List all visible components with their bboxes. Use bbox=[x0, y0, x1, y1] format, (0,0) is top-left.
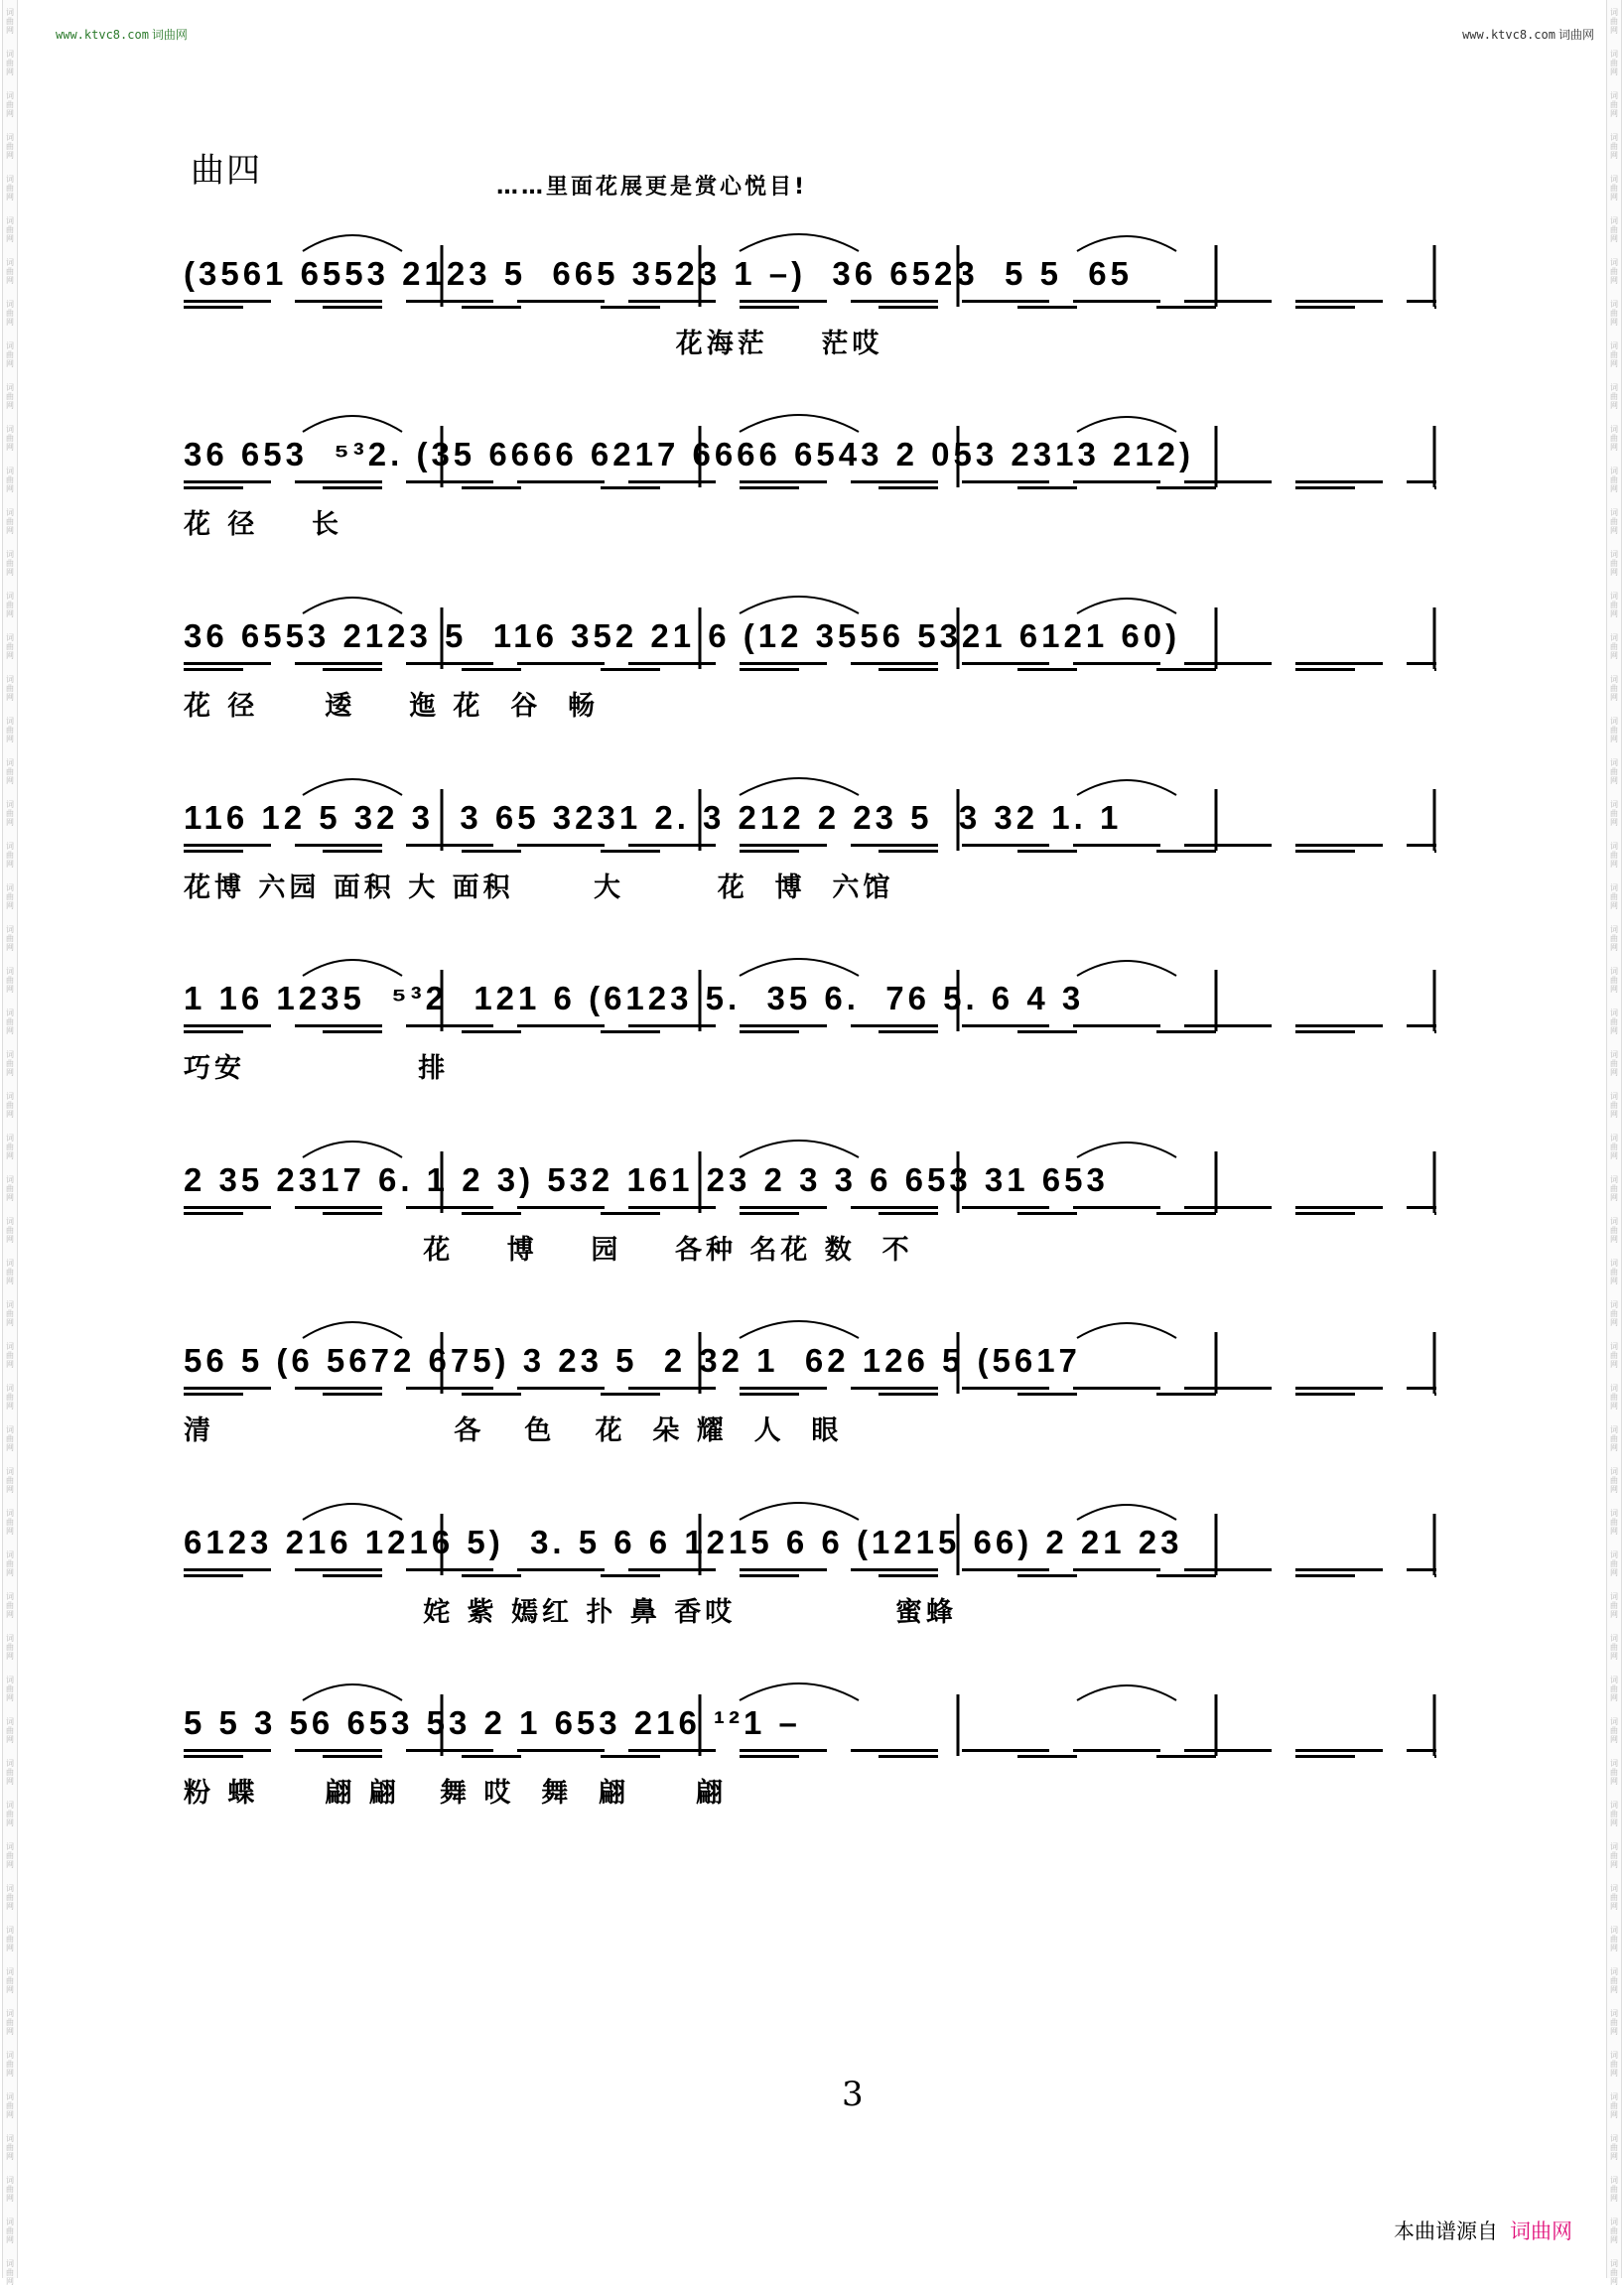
watermark-glyph: 词 曲 网 bbox=[1610, 1217, 1618, 1244]
jianpu-notes: (3561 6553 2123 5 665 3523 1 –) 36 6523 5 5 65 bbox=[184, 255, 1133, 292]
watermark-glyph: 词 曲 网 bbox=[1610, 800, 1618, 827]
jianpu-notes: 2 35 2317 6. 1 2 3) 532 161 23 2 3 3 6 653 31 653 bbox=[184, 1161, 1109, 1198]
watermark-glyph: 词 曲 网 bbox=[1610, 1967, 1618, 1994]
lyrics-line: 花海茫 茫哎 bbox=[184, 329, 883, 359]
left-watermark-strip bbox=[2, 0, 18, 2286]
jianpu-notes: 116 12 5 32 3 3 65 3231 2. 3 212 2 23 5 3 32 1. 1 bbox=[184, 799, 1123, 836]
watermark-glyph: 词 曲 网 bbox=[1610, 133, 1618, 160]
watermark-glyph: 词 曲 网 bbox=[1610, 842, 1618, 869]
footer-brand-link[interactable]: 词曲网 bbox=[1510, 2219, 1572, 2243]
lyrics-line: 清 各 色 花 朵 耀 人 眼 bbox=[184, 1415, 843, 1446]
watermark-glyph: 词 曲 网 bbox=[1610, 1884, 1618, 1911]
watermark-glyph: 词 曲 网 bbox=[1610, 1676, 1618, 1702]
watermark-glyph: 词 曲 网 bbox=[6, 1967, 14, 1994]
jianpu-notes: 5 5 3 56 653 53 2 1 653 216 ¹²1 – bbox=[184, 1704, 801, 1741]
watermark-glyph: 词 曲 网 bbox=[1610, 1425, 1618, 1452]
watermark-glyph: 词 曲 网 bbox=[1610, 467, 1618, 493]
watermark-glyph: 词 曲 网 bbox=[6, 1926, 14, 1952]
watermark-glyph: 词 曲 网 bbox=[6, 1259, 14, 1285]
watermark-glyph: 词 曲 网 bbox=[1610, 425, 1618, 452]
watermark-glyph: 词 曲 网 bbox=[6, 967, 14, 994]
duration-underline bbox=[184, 480, 1436, 483]
score-subtitle: ……里面花展更是赏心悦目! bbox=[496, 175, 808, 200]
jianpu-notes: 36 6553 2123 5 116 352 21 6 (12 3556 5321 6121 60) bbox=[184, 617, 1181, 654]
watermark-glyph: 词 曲 网 bbox=[1610, 1717, 1618, 1744]
watermark-glyph: 词 曲 网 bbox=[1610, 675, 1618, 702]
watermark-glyph: 词 曲 网 bbox=[1610, 2259, 1618, 2286]
watermark-glyph: 词 曲 网 bbox=[6, 1842, 14, 1869]
watermark-glyph: 词 曲 网 bbox=[6, 2134, 14, 2161]
watermark-glyph: 词 曲 网 bbox=[6, 925, 14, 952]
watermark-glyph: 词 曲 网 bbox=[6, 1801, 14, 1827]
watermark-glyph: 词 曲 网 bbox=[6, 1550, 14, 1577]
watermark-glyph: 词 曲 网 bbox=[6, 8, 14, 35]
watermark-glyph: 词 曲 网 bbox=[1610, 1759, 1618, 1786]
jianpu-notes: 56 5 (6 5672 675) 3 23 5 2 32 1 62 126 5 (5617 bbox=[184, 1342, 1081, 1379]
watermark-glyph: 词 曲 网 bbox=[6, 1009, 14, 1035]
watermark-glyph: 词 曲 网 bbox=[6, 1217, 14, 1244]
watermark-glyph: 词 曲 网 bbox=[6, 1509, 14, 1536]
watermark-glyph: 词 曲 网 bbox=[6, 633, 14, 660]
watermark-glyph: 词 曲 网 bbox=[6, 883, 14, 910]
watermark-glyph: 词 曲 网 bbox=[1610, 592, 1618, 618]
watermark-glyph: 词 曲 网 bbox=[6, 1384, 14, 1411]
watermark-glyph: 词 曲 网 bbox=[1610, 2009, 1618, 2036]
watermark-glyph: 词 曲 网 bbox=[6, 842, 14, 869]
duration-underline bbox=[184, 1387, 1436, 1390]
watermark-glyph: 词 曲 网 bbox=[6, 383, 14, 410]
site-url-right[interactable]: www.ktvc8.com 词曲网 bbox=[1462, 28, 1594, 42]
watermark-glyph: 词 曲 网 bbox=[6, 1300, 14, 1327]
watermark-glyph: 词 曲 网 bbox=[6, 1467, 14, 1494]
page-number: 3 bbox=[842, 2075, 864, 2114]
watermark-glyph: 词 曲 网 bbox=[1610, 216, 1618, 243]
watermark-glyph: 词 曲 网 bbox=[6, 2009, 14, 2036]
duration-underline bbox=[184, 1212, 1436, 1215]
watermark-glyph: 词 曲 网 bbox=[6, 175, 14, 202]
lyrics-line: 花 径 长 bbox=[184, 509, 342, 540]
watermark-glyph: 词 曲 网 bbox=[1610, 1926, 1618, 1952]
watermark-glyph: 词 曲 网 bbox=[1610, 1300, 1618, 1327]
lyrics-line: 巧安 排 bbox=[184, 1053, 450, 1084]
watermark-glyph: 词 曲 网 bbox=[1610, 508, 1618, 535]
lyrics-line: 花 径 逶 迤 花 谷 畅 bbox=[184, 691, 599, 722]
footer-source: 本曲谱源自 词曲网 bbox=[1394, 2219, 1572, 2243]
jianpu-notes: 1 16 1235 ⁵³2 121 6 (6123 5. 35 6. 76 5. 6 4 3 bbox=[184, 980, 1085, 1016]
watermark-glyph: 词 曲 网 bbox=[6, 300, 14, 327]
score-title: 曲四 bbox=[191, 151, 262, 191]
watermark-glyph: 词 曲 网 bbox=[6, 1634, 14, 1661]
watermark-glyph: 词 曲 网 bbox=[1610, 1592, 1618, 1619]
duration-underline bbox=[184, 1024, 1436, 1027]
lyrics-line: 花 博 园 各种 名花 数 不 bbox=[184, 1235, 913, 1266]
watermark-glyph: 词 曲 网 bbox=[6, 1050, 14, 1077]
watermark-glyph: 词 曲 网 bbox=[1610, 175, 1618, 202]
watermark-glyph: 词 曲 网 bbox=[6, 2218, 14, 2244]
watermark-glyph: 词 曲 网 bbox=[1610, 383, 1618, 410]
jianpu-notes: 6123 216 1216 5) 3. 5 6 6 1215 6 6 (1215 66) 2 21 23 bbox=[184, 1524, 1183, 1560]
duration-underline bbox=[184, 1030, 1436, 1033]
watermark-glyph: 词 曲 网 bbox=[6, 2176, 14, 2203]
watermark-glyph: 词 曲 网 bbox=[6, 341, 14, 368]
watermark-glyph: 词 曲 网 bbox=[6, 1425, 14, 1452]
watermark-glyph: 词 曲 网 bbox=[1610, 8, 1618, 35]
duration-underline bbox=[184, 1755, 1436, 1758]
watermark-glyph: 词 曲 网 bbox=[1610, 2051, 1618, 2078]
watermark-glyph: 词 曲 网 bbox=[6, 508, 14, 535]
watermark-glyph: 词 曲 网 bbox=[1610, 2218, 1618, 2244]
site-url-left[interactable]: www.ktvc8.com 词曲网 bbox=[56, 28, 188, 42]
duration-underline bbox=[184, 850, 1436, 853]
watermark-glyph: 词 曲 网 bbox=[6, 1342, 14, 1369]
watermark-glyph: 词 曲 网 bbox=[6, 91, 14, 118]
watermark-glyph: 词 曲 网 bbox=[6, 425, 14, 452]
watermark-glyph: 词 曲 网 bbox=[6, 800, 14, 827]
watermark-glyph: 词 曲 网 bbox=[6, 1134, 14, 1160]
watermark-glyph: 词 曲 网 bbox=[6, 1092, 14, 1119]
watermark-glyph: 词 曲 网 bbox=[6, 675, 14, 702]
duration-underline bbox=[184, 662, 1436, 665]
watermark-glyph: 词 曲 网 bbox=[6, 1592, 14, 1619]
watermark-glyph: 词 曲 网 bbox=[1610, 1467, 1618, 1494]
watermark-glyph: 词 曲 网 bbox=[1610, 50, 1618, 76]
watermark-glyph: 词 曲 网 bbox=[6, 592, 14, 618]
watermark-glyph: 词 曲 网 bbox=[6, 1884, 14, 1911]
watermark-glyph: 词 曲 网 bbox=[1610, 300, 1618, 327]
watermark-glyph: 词 曲 网 bbox=[1610, 967, 1618, 994]
duration-underline bbox=[184, 300, 1436, 303]
watermark-glyph: 词 曲 网 bbox=[6, 1676, 14, 1702]
watermark-glyph: 词 曲 网 bbox=[1610, 633, 1618, 660]
watermark-glyph: 词 曲 网 bbox=[1610, 1175, 1618, 1202]
duration-underline bbox=[184, 1574, 1436, 1577]
watermark-glyph: 词 曲 网 bbox=[6, 2259, 14, 2286]
watermark-glyph: 词 曲 网 bbox=[6, 550, 14, 577]
duration-underline bbox=[184, 1568, 1436, 1571]
watermark-glyph: 词 曲 网 bbox=[1610, 1134, 1618, 1160]
watermark-glyph: 词 曲 网 bbox=[1610, 1509, 1618, 1536]
watermark-glyph: 词 曲 网 bbox=[6, 2092, 14, 2119]
watermark-glyph: 词 曲 网 bbox=[6, 50, 14, 76]
watermark-glyph: 词 曲 网 bbox=[1610, 550, 1618, 577]
watermark-glyph: 词 曲 网 bbox=[1610, 2092, 1618, 2119]
watermark-glyph: 词 曲 网 bbox=[1610, 758, 1618, 785]
watermark-glyph: 词 曲 网 bbox=[1610, 1050, 1618, 1077]
watermark-glyph: 词 曲 网 bbox=[6, 467, 14, 493]
watermark-glyph: 词 曲 网 bbox=[6, 717, 14, 743]
watermark-glyph: 词 曲 网 bbox=[1610, 341, 1618, 368]
watermark-glyph: 词 曲 网 bbox=[6, 1175, 14, 1202]
duration-underline bbox=[184, 1206, 1436, 1209]
watermark-glyph: 词 曲 网 bbox=[6, 1759, 14, 1786]
jianpu-notes: 36 653 ⁵³2. (35 6666 6217 6666 6543 2 053 2313 212) bbox=[184, 436, 1195, 472]
watermark-glyph: 词 曲 网 bbox=[6, 1717, 14, 1744]
watermark-glyph: 词 曲 网 bbox=[6, 2051, 14, 2078]
watermark-glyph: 词 曲 网 bbox=[1610, 2134, 1618, 2161]
lyrics-line: 花博 六园 面积 大 面积 大 花 博 六馆 bbox=[184, 873, 894, 903]
watermark-glyph: 词 曲 网 bbox=[1610, 1009, 1618, 1035]
duration-underline bbox=[184, 844, 1436, 847]
duration-underline bbox=[184, 306, 1436, 309]
lyrics-line: 姹 紫 嫣红 扑 鼻 香哎 蜜蜂 bbox=[184, 1597, 957, 1628]
watermark-glyph: 词 曲 网 bbox=[1610, 1092, 1618, 1119]
watermark-glyph: 词 曲 网 bbox=[1610, 1550, 1618, 1577]
watermark-glyph: 词 曲 网 bbox=[1610, 1259, 1618, 1285]
duration-underline bbox=[184, 668, 1436, 671]
watermark-glyph: 词 曲 网 bbox=[1610, 258, 1618, 285]
watermark-glyph: 词 曲 网 bbox=[6, 258, 14, 285]
watermark-glyph: 词 曲 网 bbox=[1610, 1634, 1618, 1661]
watermark-glyph: 词 曲 网 bbox=[1610, 91, 1618, 118]
watermark-glyph: 词 曲 网 bbox=[6, 133, 14, 160]
watermark-glyph: 词 曲 网 bbox=[1610, 925, 1618, 952]
watermark-glyph: 词 曲 网 bbox=[1610, 1342, 1618, 1369]
duration-underline bbox=[184, 1749, 1436, 1752]
watermark-glyph: 词 曲 网 bbox=[6, 758, 14, 785]
lyrics-line: 粉 蝶 翩 翩 舞 哎 舞 翩 翩 bbox=[184, 1778, 727, 1809]
duration-underline bbox=[184, 486, 1436, 489]
watermark-glyph: 词 曲 网 bbox=[6, 216, 14, 243]
right-watermark-strip bbox=[1606, 0, 1622, 2286]
watermark-glyph: 词 曲 网 bbox=[1610, 883, 1618, 910]
watermark-glyph: 词 曲 网 bbox=[1610, 1801, 1618, 1827]
watermark-glyph: 词 曲 网 bbox=[1610, 1842, 1618, 1869]
duration-underline bbox=[184, 1393, 1436, 1396]
watermark-glyph: 词 曲 网 bbox=[1610, 2176, 1618, 2203]
watermark-glyph: 词 曲 网 bbox=[1610, 1384, 1618, 1411]
watermark-glyph: 词 曲 网 bbox=[1610, 717, 1618, 743]
